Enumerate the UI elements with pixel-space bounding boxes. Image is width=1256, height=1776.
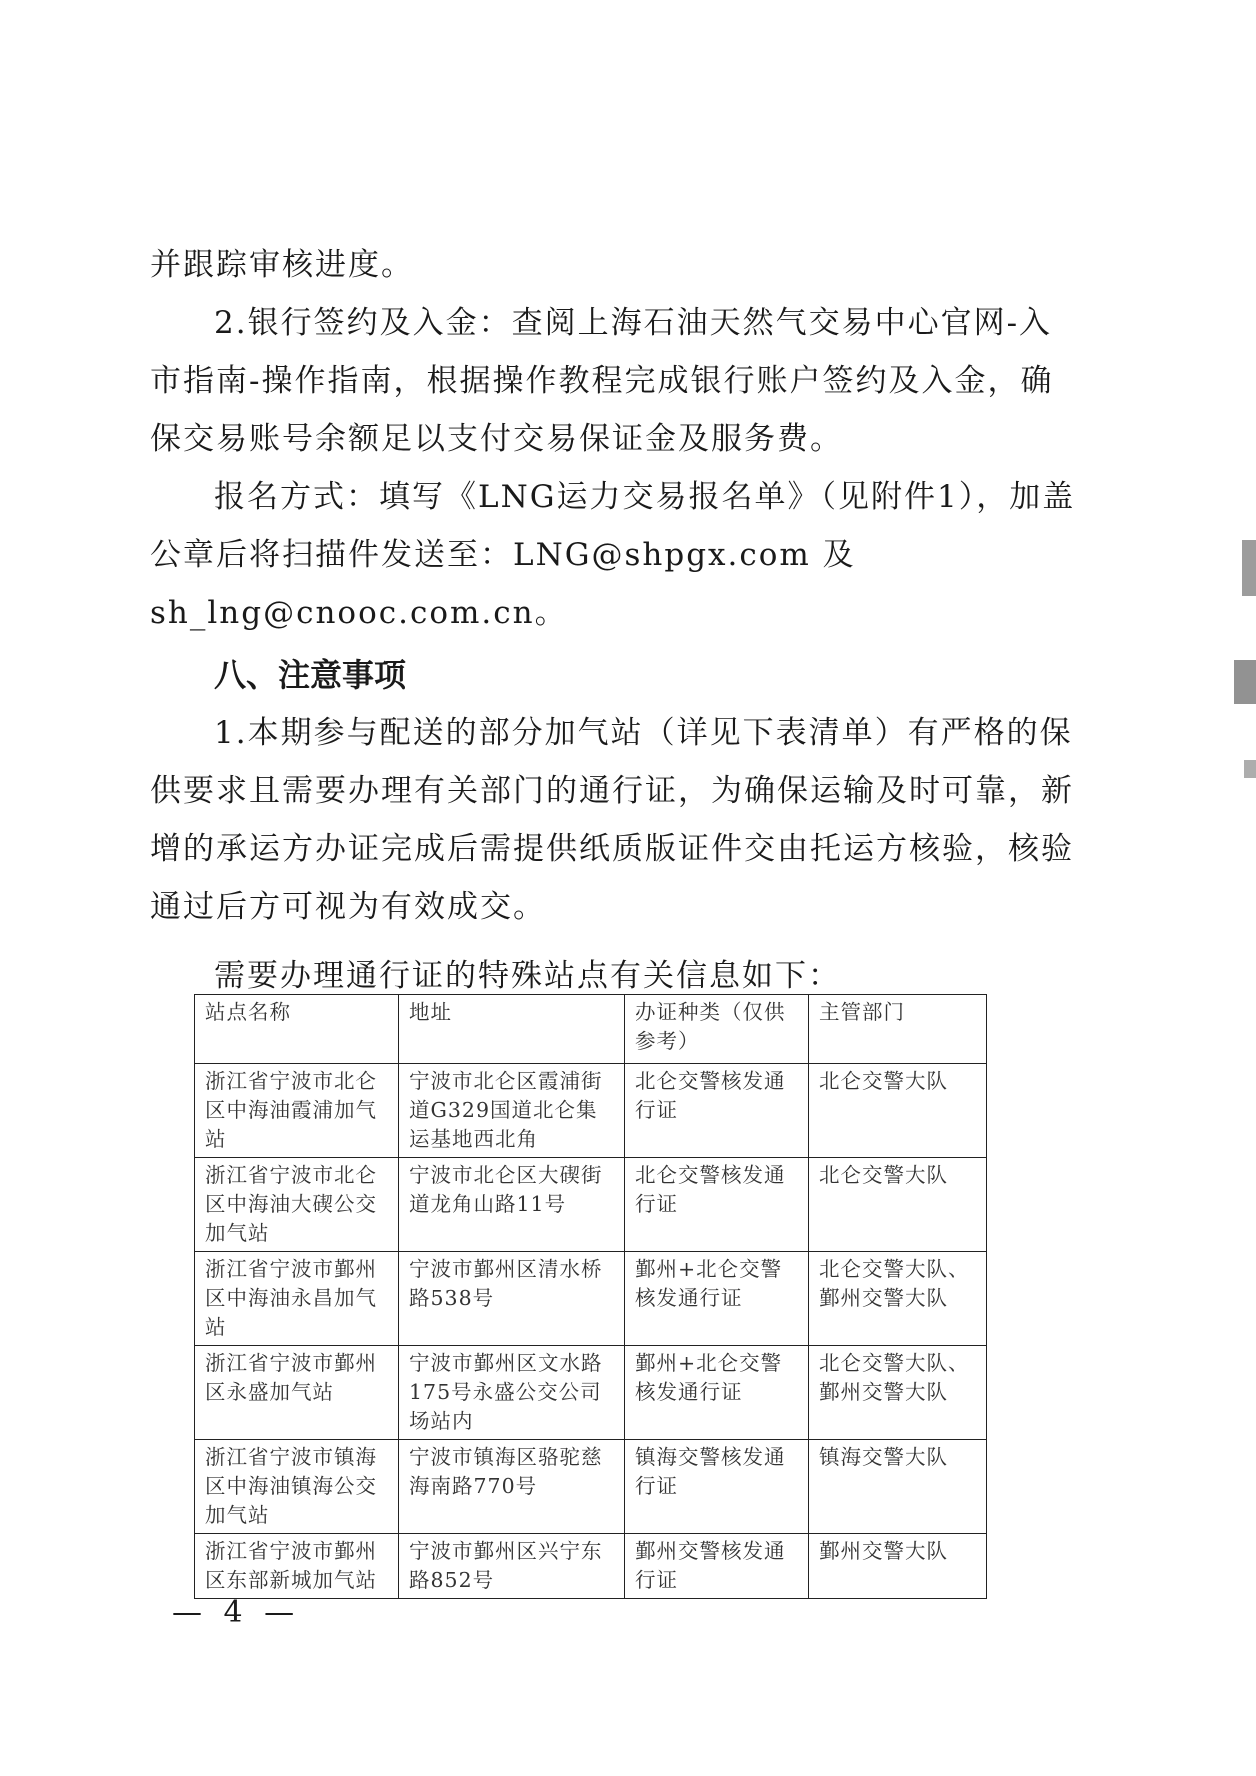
cell-station-name: 浙江省宁波市北仑区中海油霞浦加气站 xyxy=(195,1064,399,1158)
cell-address: 宁波市鄞州区兴宁东路852号 xyxy=(399,1534,625,1599)
cell-department: 北仑交警大队、鄞州交警大队 xyxy=(809,1252,987,1346)
cell-permit-type: 北仑交警核发通行证 xyxy=(625,1064,809,1158)
cell-department: 北仑交警大队、鄞州交警大队 xyxy=(809,1346,987,1440)
paragraph-notes-item-1: 1.本期参与配送的部分加气站（详见下表清单）有严格的保供要求且需要办理有关部门的通行证，为确保运输及时可靠，新增的承运方办证完成后需提供纸质版证件交由托运方核验，核验通过后方可视为有效成交。 xyxy=(150,715,1074,925)
table-row xyxy=(195,1064,987,1158)
cell-permit-type: 鄞州交警核发通行证 xyxy=(625,1534,809,1599)
cell-station-name: 浙江省宁波市鄞州区永盛加气站 xyxy=(195,1346,399,1440)
cell-department: 镇海交警大队 xyxy=(809,1440,987,1534)
table-row xyxy=(195,1534,987,1599)
header-station-name: 站点名称 xyxy=(195,995,399,1064)
header-permit-type: 办证种类（仅供参考） xyxy=(625,995,809,1064)
scan-edge-mark xyxy=(1242,540,1256,596)
paragraph-continuation: 并跟踪审核进度。 xyxy=(150,247,414,283)
cell-permit-type: 鄞州+北仑交警核发通行证 xyxy=(625,1252,809,1346)
cell-address: 宁波市镇海区骆驼慈海南路770号 xyxy=(399,1440,625,1534)
cell-address: 宁波市北仑区霞浦街道G329国道北仑集运基地西北角 xyxy=(399,1064,625,1158)
scan-edge-mark xyxy=(1234,660,1256,704)
cell-station-name: 浙江省宁波市镇海区中海油镇海公交加气站 xyxy=(195,1440,399,1534)
table-row xyxy=(195,1252,987,1346)
cell-department: 鄞州交警大队 xyxy=(809,1534,987,1599)
cell-permit-type: 鄞州+北仑交警核发通行证 xyxy=(625,1346,809,1440)
cell-department: 北仑交警大队 xyxy=(809,1064,987,1158)
table-row xyxy=(195,1158,987,1252)
cell-address: 宁波市鄞州区文水路175号永盛公交公司场站内 xyxy=(399,1346,625,1440)
stations-table xyxy=(194,994,987,1599)
cell-address: 宁波市鄞州区清水桥路538号 xyxy=(399,1252,625,1346)
page-number: — 4 — xyxy=(172,1595,301,1630)
cell-address: 宁波市北仑区大碶街道龙角山路11号 xyxy=(399,1158,625,1252)
paragraph-bank-signing: 2.银行签约及入金：查阅上海石油天然气交易中心官网-入市指南-操作指南，根据操作教程完成银行账户签约及入金，确保交易账号余额足以支付交易保证金及服务费。 xyxy=(150,305,1054,457)
paragraph-registration: 报名方式：填写《LNG运力交易报名单》（见附件1），加盖公章后将扫描件发送至：LNG@shpgx.com 及 sh_lng@cnooc.com.cn。 xyxy=(150,479,1076,631)
header-department: 主管部门 xyxy=(809,995,987,1064)
cell-department: 北仑交警大队 xyxy=(809,1158,987,1252)
cell-station-name: 浙江省宁波市鄞州区东部新城加气站 xyxy=(195,1534,399,1599)
table-caption: 需要办理通行证的特殊站点有关信息如下： xyxy=(214,958,841,994)
cell-permit-type: 北仑交警核发通行证 xyxy=(625,1158,809,1252)
cell-permit-type: 镇海交警核发通行证 xyxy=(625,1440,809,1534)
cell-station-name: 浙江省宁波市北仑区中海油大碶公交加气站 xyxy=(195,1158,399,1252)
scan-edge-mark xyxy=(1244,760,1256,778)
table-row xyxy=(195,1346,987,1440)
table-header-row xyxy=(195,995,987,1064)
section-heading-notes: 八、注意事项 xyxy=(214,656,407,694)
table-row xyxy=(195,1440,987,1534)
cell-station-name: 浙江省宁波市鄞州区中海油永昌加气站 xyxy=(195,1252,399,1346)
header-address: 地址 xyxy=(399,995,625,1064)
